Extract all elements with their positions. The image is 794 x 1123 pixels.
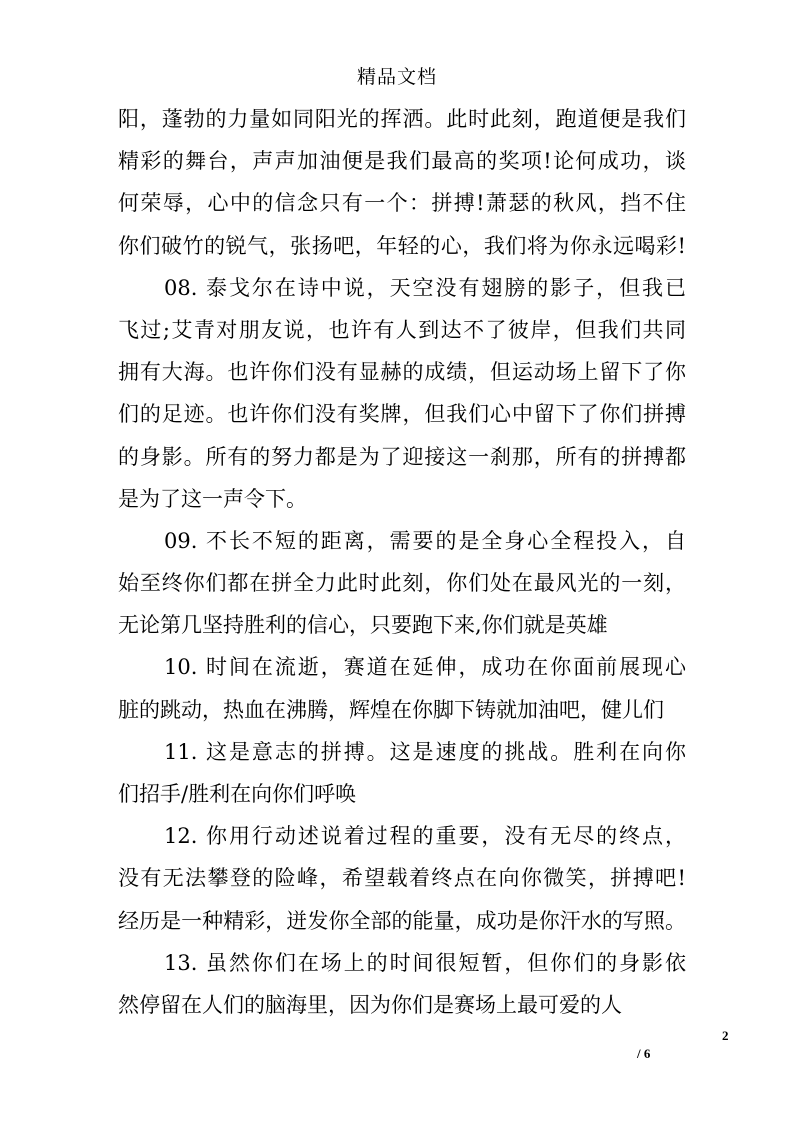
text-line: 们的足迹。也许你们没有奖牌，但我们心中留下了你们拼搏 [118,402,686,427]
text-line: 何荣辱，心中的信念只有一个：拼搏!萧瑟的秋风，挡不住 [118,191,686,216]
paragraph-13-start: 13. 虽然你们在场上的时间很短暂，但你们的身影依 [164,950,686,975]
text-line: 脏的跳动，热血在沸腾，辉煌在你脚下铸就加油吧，健儿们 [118,697,664,722]
text-line: 然停留在人们的脑海里，因为你们是赛场上最可爱的人 [118,992,622,1017]
text-line: 没有无法攀登的险峰，希望载着终点在向你微笑，拼搏吧! [118,866,686,891]
document-body [118,98,686,1026]
text-line: 精彩的舞台，声声加油便是我们最高的奖项!论何成功，谈 [118,149,686,174]
text-line: 飞过;艾青对朋友说，也许有人到达不了彼岸，但我们共同 [118,317,686,342]
paragraph-11-start: 11. 这是意志的拼搏。这是速度的挑战。胜利在向你 [164,739,686,764]
text-line: 是为了这一声令下。 [118,486,307,511]
text-line: 阳，蓬勃的力量如同阳光的挥洒。此时此刻，跑道便是我们 [118,107,686,131]
paragraph-08-start: 08. 泰戈尔在诗中说，天空没有翅膀的影子，但我已 [164,275,686,300]
page-number: 2 [722,1028,729,1043]
text-line: 拥有大海。也许你们没有显赫的成绩，但运动场上留下了你 [118,360,686,385]
text-line: 无论第几坚持胜利的信心，只要跑下来,你们就是英雄 [118,613,608,638]
text-line: 们招手/胜利在向你们呼唤 [118,782,357,806]
page-total: / 6 [637,1046,651,1061]
paragraph-09-start: 09. 不长不短的距离，需要的是全身心全程投入，自 [164,528,686,553]
paragraph-12-start: 12. 你用行动述说着过程的重要，没有无尽的终点， [164,824,686,849]
paragraph-10-start: 10. 时间在流逝，赛道在延伸，成功在你面前展现心 [164,655,686,680]
page-header-title: 精品文档 [356,66,437,88]
text-line: 你们破竹的锐气，张扬吧，年轻的心，我们将为你永远喝彩! [118,233,686,258]
text-line: 经历是一种精彩，迸发你全部的能量，成功是你汗水的写照。 [118,908,686,933]
text-line: 的身影。所有的努力都是为了迎接这一刹那，所有的拼搏都 [118,444,686,469]
text-line: 始至终你们都在拼全力此时此刻，你们处在最风光的一刻， [118,571,686,596]
